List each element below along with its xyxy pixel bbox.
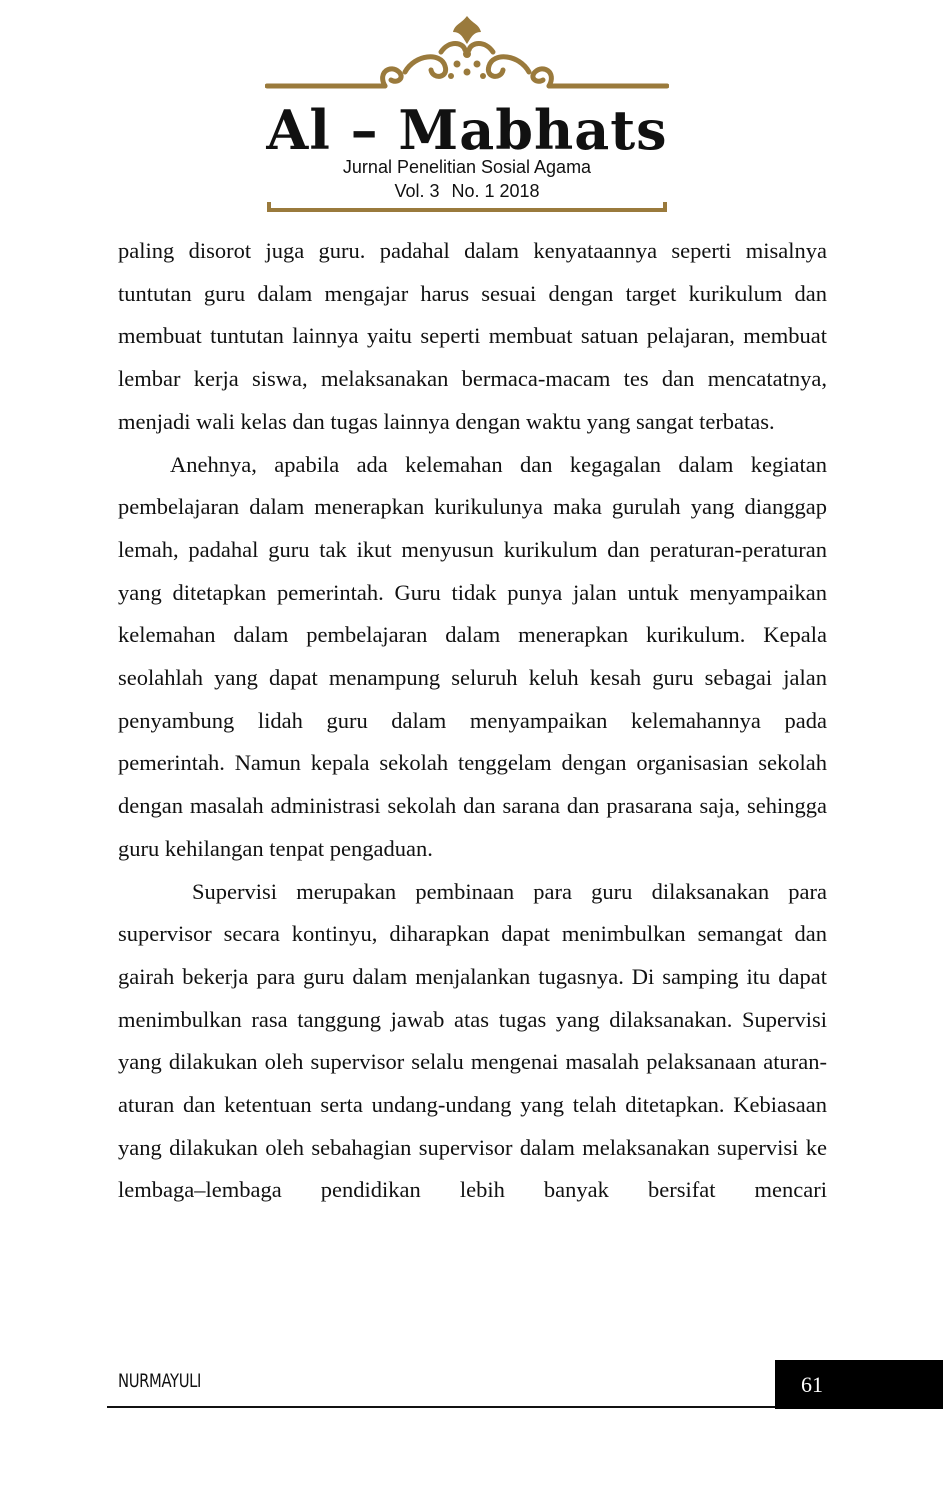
paragraph: Anehnya, apabila ada kelemahan dan kegagalan dalam kegiatan pembelajaran dalam menerapkan kurikulunya maka gurulah yang dianggap lemah, padahal guru tak ikut menyusun kurikulum dan peraturan-peraturan yang ditetapkan pemerintah. Guru tidak punya jalan untuk menyampaikan kelemahan dalam pembelajaran dalam menerapkan kurikulum. Kepala seolahlah yang dapat menampung seluruh keluh kesah guru sebagai jalan penyambung lidah guru dalam menyampaikan kelemahannya pada pemerintah. Namun kepala sekolah tenggelam dengan organisasian sekolah dengan masalah administrasi sekolah dan sarana dan prasarana saja, sehingga guru kehilangan tenpat pengaduan. bbox=[118, 451, 827, 861]
journal-issue bbox=[265, 180, 669, 202]
article-body bbox=[118, 230, 827, 1212]
number-label: No. 1 2018 bbox=[451, 181, 540, 201]
paragraph: Supervisi merupakan pembinaan para guru dilaksanakan para supervisor secara kontinyu, diharapkan dapat menimbulkan semangat dan gairah bekerja para guru dalam menjalankan tugasnya. Di samping itu dapat menimbulkan rasa tanggung jawab atas tugas yang dilaksanakan. Supervisi yang dilakukan oleh supervisor selalu mengenai masalah pelaksanaan aturan- aturan dan ketentuan serta undang-undang yang telah ditetapkan. Kebiasaan yang dilakukan oleh sebahagian supervisor dalam melaksanakan supervisi ke lembaga–lembaga pendidikan lebih banyak bersifat mencari bbox=[118, 878, 827, 1203]
journal-subtitle: Jurnal Penelitian Sosial Agama bbox=[342, 157, 592, 177]
footer-divider bbox=[107, 1406, 775, 1408]
volume-label: Vol. 3 bbox=[394, 181, 440, 201]
paragraph: paling disorot juga guru. padahal dalam kenyataannya seperti misalnya tuntutan guru dalam mengajar harus sesuai dengan target kurikulum dan membuat tuntutan lainnya yaitu seperti membuat satuan pelajaran, membuat lembar kerja siswa, melaksanakan bermaca-macam tes dan mencatatnya, menjadi wali kelas dan tugas lainnya dengan waktu yang sangat terbatas. bbox=[118, 238, 827, 434]
footer-author: NURMAYULI bbox=[118, 1370, 202, 1392]
page-number: 61 bbox=[801, 1372, 823, 1397]
ornament-icon bbox=[265, 10, 669, 90]
journal-header bbox=[265, 10, 669, 215]
header-bottom-rule bbox=[265, 200, 669, 214]
journal-title: Al – Mabhats bbox=[266, 98, 668, 162]
page-number-box bbox=[775, 1360, 943, 1409]
